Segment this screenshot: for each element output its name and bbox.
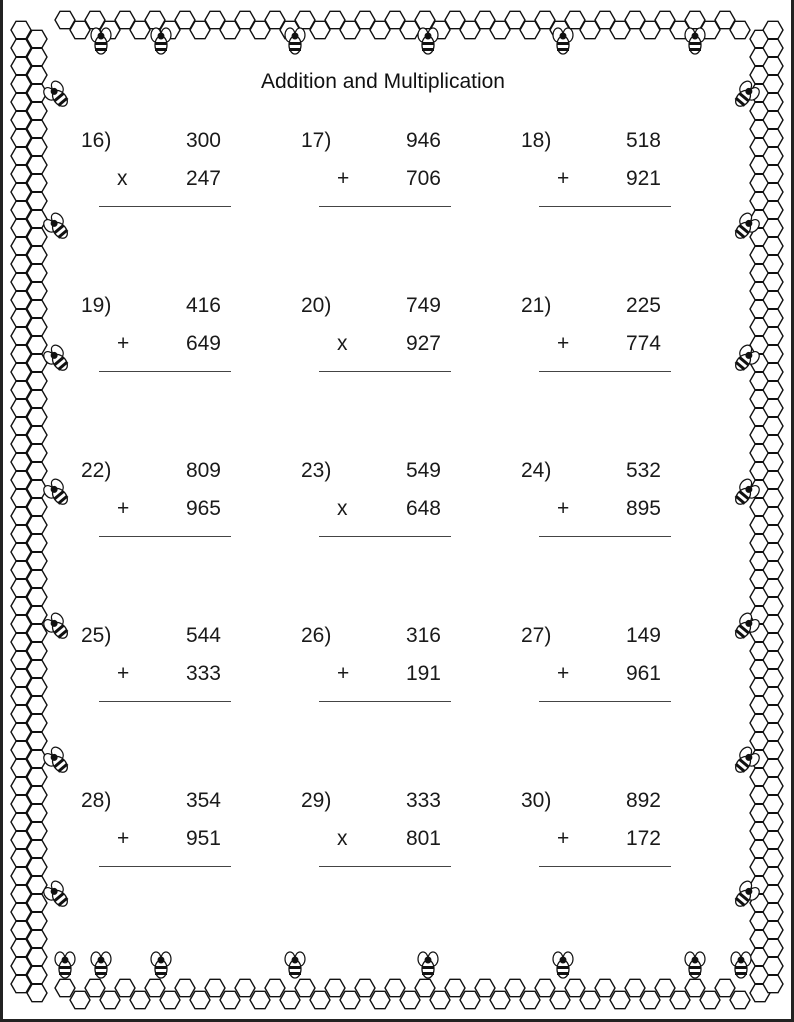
answer-line — [99, 866, 231, 867]
hexagon-icon — [355, 979, 375, 996]
answer-line — [319, 866, 451, 867]
hexagon-icon — [763, 939, 783, 956]
problem-24 — [521, 459, 671, 549]
bottom-operand: 774 — [625, 332, 661, 355]
answer-line — [539, 701, 671, 702]
hexagon-icon — [763, 543, 783, 560]
hexagon-icon — [763, 615, 783, 632]
hexagon-icon — [763, 273, 783, 290]
answer-line — [319, 206, 451, 207]
hexagon-icon — [190, 991, 210, 1008]
problem-29 — [301, 789, 451, 879]
bee-icon — [731, 952, 751, 978]
bottom-operand: 951 — [185, 827, 221, 850]
problem-number: 24) — [521, 459, 552, 482]
hexagon-icon — [205, 979, 225, 996]
problem-number: 30) — [521, 789, 552, 812]
problem-number: 22) — [81, 459, 112, 482]
top-operand: 416 — [185, 294, 221, 317]
hexagon-icon — [385, 979, 405, 996]
hexagon-icon — [763, 255, 783, 272]
bottom-operand: 649 — [185, 332, 221, 355]
hexagon-icon — [763, 57, 783, 74]
answer-line — [319, 701, 451, 702]
bee-icon — [151, 28, 171, 54]
operator-symbol: + — [557, 332, 570, 355]
problem-number: 25) — [81, 624, 112, 647]
hexagon-icon — [763, 363, 783, 380]
operator-symbol: x — [117, 167, 128, 190]
hexagon-icon — [700, 991, 720, 1008]
hexagon-icon — [763, 687, 783, 704]
top-operand: 892 — [625, 789, 661, 812]
problem-number: 18) — [521, 129, 552, 152]
hexagon-icon — [763, 849, 783, 866]
problem-19 — [81, 294, 231, 384]
bottom-operand: 247 — [185, 167, 221, 190]
hexagon-icon — [715, 979, 735, 996]
bottom-operand: 648 — [405, 497, 441, 520]
hexagon-icon — [250, 991, 270, 1008]
hexagon-icon — [763, 705, 783, 722]
hexagon-icon — [763, 867, 783, 884]
hexagon-icon — [100, 991, 120, 1008]
operator-symbol: x — [337, 332, 348, 355]
hexagon-icon — [490, 991, 510, 1008]
hexagon-icon — [763, 165, 783, 182]
hexagon-icon — [145, 979, 165, 996]
hexagon-icon — [580, 991, 600, 1008]
top-operand: 544 — [185, 624, 221, 647]
bee-icon — [418, 28, 438, 54]
hexagon-icon — [430, 991, 450, 1008]
problem-20 — [301, 294, 451, 384]
hexagon-icon — [763, 399, 783, 416]
problem-number: 16) — [81, 129, 112, 152]
hexagon-icon — [763, 813, 783, 830]
hexagon-icon — [370, 991, 390, 1008]
top-operand: 300 — [185, 129, 221, 152]
hexagon-icon — [655, 979, 675, 996]
hexagon-icon — [160, 991, 180, 1008]
hexagon-icon — [175, 979, 195, 996]
operator-symbol: + — [117, 332, 130, 355]
hexagon-icon — [763, 489, 783, 506]
hexagon-icon — [763, 237, 783, 254]
top-operand: 946 — [405, 129, 441, 152]
hexagon-icon — [763, 507, 783, 524]
hexagon-icon — [445, 979, 465, 996]
operator-symbol: + — [557, 662, 570, 685]
bottom-operand: 706 — [405, 167, 441, 190]
hexagon-icon — [763, 345, 783, 362]
hexagon-icon — [763, 93, 783, 110]
operator-symbol: + — [557, 827, 570, 850]
hexagon-icon — [763, 201, 783, 218]
hexagon-icon — [763, 957, 783, 974]
hexagon-icon — [763, 75, 783, 92]
answer-line — [539, 866, 671, 867]
problem-23 — [301, 459, 451, 549]
hexagon-icon — [763, 471, 783, 488]
hexagon-icon — [763, 651, 783, 668]
problem-number: 21) — [521, 294, 552, 317]
hexagon-icon — [763, 759, 783, 776]
hexagon-icon — [763, 597, 783, 614]
hexagon-icon — [670, 991, 690, 1008]
bee-icon — [151, 952, 171, 978]
hexagon-icon — [763, 111, 783, 128]
hexagon-icon — [685, 979, 705, 996]
hexagon-icon — [763, 435, 783, 452]
problem-number: 17) — [301, 129, 332, 152]
operator-symbol: + — [117, 497, 130, 520]
bottom-operand: 191 — [405, 662, 441, 685]
hexagon-icon — [763, 921, 783, 938]
hexagon-icon — [763, 633, 783, 650]
hexagon-icon — [340, 991, 360, 1008]
hexagon-icon — [730, 991, 750, 1008]
top-operand: 354 — [185, 789, 221, 812]
answer-line — [539, 371, 671, 372]
hexagon-icon — [280, 991, 300, 1008]
hexagon-icon — [415, 979, 435, 996]
problem-25 — [81, 624, 231, 714]
problem-30 — [521, 789, 671, 879]
hexagon-icon — [763, 453, 783, 470]
hexagon-icon — [763, 39, 783, 56]
problem-26 — [301, 624, 451, 714]
answer-line — [539, 206, 671, 207]
problem-number: 26) — [301, 624, 332, 647]
hexagon-icon — [475, 979, 495, 996]
hexagon-icon — [763, 327, 783, 344]
hexagon-icon — [763, 831, 783, 848]
problem-18 — [521, 129, 671, 219]
hexagon-icon — [763, 417, 783, 434]
hexagon-icon — [295, 979, 315, 996]
hexagon-icon — [310, 991, 330, 1008]
bee-icon — [91, 952, 111, 978]
bottom-operand: 927 — [405, 332, 441, 355]
hexagon-icon — [763, 777, 783, 794]
hexagon-icon — [70, 991, 90, 1008]
hexagon-icon — [550, 991, 570, 1008]
hexagon-icon — [763, 795, 783, 812]
bee-icon — [41, 745, 73, 778]
operator-symbol: x — [337, 497, 348, 520]
answer-line — [99, 701, 231, 702]
hexagon-icon — [763, 975, 783, 992]
answer-line — [99, 371, 231, 372]
hexagon-icon — [763, 741, 783, 758]
answer-line — [319, 371, 451, 372]
hexagon-icon — [610, 991, 630, 1008]
operator-symbol: + — [337, 662, 350, 685]
hexagon-icon — [27, 984, 47, 1001]
bee-icon — [285, 952, 305, 978]
hexagon-icon — [520, 991, 540, 1008]
top-operand: 518 — [625, 129, 661, 152]
hexagon-icon — [730, 21, 750, 38]
top-operand: 809 — [185, 459, 221, 482]
hexagon-icon — [763, 147, 783, 164]
bottom-operand: 921 — [625, 167, 661, 190]
problem-number: 20) — [301, 294, 332, 317]
hexagon-icon — [763, 291, 783, 308]
hexagon-icon — [763, 723, 783, 740]
bottom-operand: 172 — [625, 827, 661, 850]
hexagon-icon — [565, 979, 585, 996]
answer-line — [99, 206, 231, 207]
bee-icon — [553, 28, 573, 54]
bee-icon — [91, 28, 111, 54]
hexagon-icon — [325, 979, 345, 996]
problem-22 — [81, 459, 231, 549]
bottom-operand: 801 — [405, 827, 441, 850]
hexagon-icon — [535, 979, 555, 996]
problem-number: 27) — [521, 624, 552, 647]
problem-17 — [301, 129, 451, 219]
problem-number: 29) — [301, 789, 332, 812]
hexagon-icon — [763, 219, 783, 236]
hexagon-icon — [460, 991, 480, 1008]
hexagon-icon — [130, 991, 150, 1008]
answer-line — [539, 536, 671, 537]
top-operand: 749 — [405, 294, 441, 317]
top-operand: 225 — [625, 294, 661, 317]
problem-number: 19) — [81, 294, 112, 317]
top-operand: 333 — [405, 789, 441, 812]
problem-27 — [521, 624, 671, 714]
answer-line — [319, 536, 451, 537]
hexagon-icon — [763, 381, 783, 398]
hexagon-icon — [220, 991, 240, 1008]
hexagon-icon — [763, 129, 783, 146]
problem-number: 28) — [81, 789, 112, 812]
problem-16 — [81, 129, 231, 219]
hexagon-icon — [763, 903, 783, 920]
hexagon-icon — [763, 183, 783, 200]
problem-28 — [81, 789, 231, 879]
hexagon-icon — [640, 991, 660, 1008]
operator-symbol: + — [557, 497, 570, 520]
top-operand: 149 — [625, 624, 661, 647]
hexagon-icon — [595, 979, 615, 996]
operator-symbol: + — [117, 827, 130, 850]
bottom-operand: 333 — [185, 662, 221, 685]
hexagon-icon — [505, 979, 525, 996]
bee-icon — [685, 28, 705, 54]
hexagon-icon — [115, 979, 135, 996]
answer-line — [99, 536, 231, 537]
bee-icon — [418, 952, 438, 978]
top-operand: 549 — [405, 459, 441, 482]
bee-icon — [285, 28, 305, 54]
hexagon-icon — [265, 979, 285, 996]
hexagon-icon — [85, 979, 105, 996]
hexagon-icon — [625, 979, 645, 996]
bee-icon — [553, 952, 573, 978]
bottom-operand: 961 — [625, 662, 661, 685]
hexagon-icon — [763, 579, 783, 596]
page-title: Addition and Multiplication — [261, 70, 505, 93]
hexagon-icon — [763, 669, 783, 686]
hexagon-icon — [763, 309, 783, 326]
hexagon-icon — [763, 885, 783, 902]
top-operand: 316 — [405, 624, 441, 647]
bee-icon — [685, 952, 705, 978]
operator-symbol: + — [557, 167, 570, 190]
bottom-operand: 965 — [185, 497, 221, 520]
operator-symbol: + — [117, 662, 130, 685]
problem-number: 23) — [301, 459, 332, 482]
problem-21 — [521, 294, 671, 384]
top-operand: 532 — [625, 459, 661, 482]
hexagon-icon — [55, 979, 75, 996]
bee-icon — [55, 952, 75, 978]
hexagon-icon — [400, 991, 420, 1008]
bottom-operand: 895 — [625, 497, 661, 520]
hexagon-icon — [763, 561, 783, 578]
operator-symbol: + — [337, 167, 350, 190]
operator-symbol: x — [337, 827, 348, 850]
hexagon-icon — [235, 979, 255, 996]
hexagon-icon — [763, 525, 783, 542]
hexagon-icon — [763, 21, 783, 38]
